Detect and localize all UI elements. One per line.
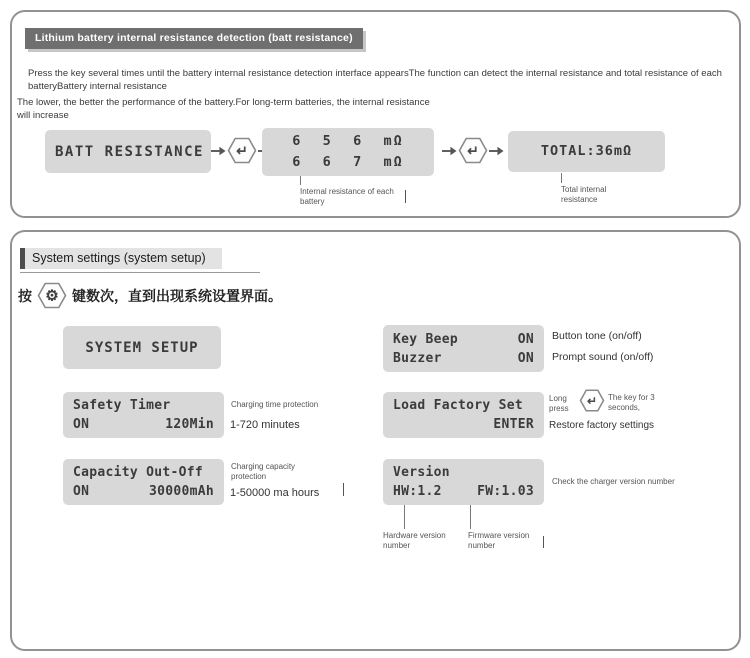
lcd-text: SYSTEM SETUP bbox=[85, 339, 199, 356]
lcd-text: Load Factory Set bbox=[393, 398, 524, 413]
lcd-text: 120Min bbox=[165, 417, 214, 432]
arrow-right-icon bbox=[442, 145, 457, 157]
lcd-safety-timer bbox=[63, 392, 224, 438]
lcd-text: Safety Timer bbox=[73, 398, 171, 413]
instruction-suffix: 键数次，直到出现系统设置界面。 bbox=[72, 287, 282, 304]
enter-symbol: ↵ bbox=[587, 393, 597, 408]
lcd-text: HW:1.2 bbox=[393, 484, 442, 499]
lcd-text: ENTER bbox=[493, 417, 534, 432]
lcd-load-factory bbox=[383, 392, 544, 438]
annotation-charging-time: Charging time protection bbox=[231, 400, 319, 409]
gear-key-icon bbox=[37, 282, 67, 309]
annotation-check-version: Check the charger version number bbox=[552, 477, 675, 486]
lcd-row bbox=[73, 415, 214, 434]
lcd-text: ON bbox=[517, 331, 534, 347]
annotation-timer-range: 1-720 minutes bbox=[230, 419, 300, 431]
callout-tick bbox=[343, 483, 344, 496]
callout-line bbox=[404, 505, 405, 529]
section-title: System settings (system setup) bbox=[25, 248, 222, 269]
lcd-text: FW:1.03 bbox=[477, 484, 534, 499]
lcd-text: ON bbox=[517, 350, 534, 366]
lcd-text: 6 5 6 mΩ bbox=[292, 133, 404, 149]
enter-key-icon bbox=[579, 389, 605, 412]
callout-tick bbox=[543, 536, 544, 548]
lcd-text: Buzzer bbox=[393, 350, 442, 366]
instruction-line bbox=[18, 282, 282, 309]
enter-symbol: ↵ bbox=[467, 142, 479, 159]
enter-key-icon bbox=[227, 137, 257, 164]
lcd-text: ON bbox=[73, 484, 90, 499]
lcd-key-beep bbox=[383, 325, 544, 372]
lcd-resistance-values bbox=[262, 128, 434, 176]
annotation-capacity-range: 1-50000 ma hours bbox=[230, 487, 320, 499]
lcd-text: ON bbox=[73, 417, 90, 432]
lcd-text: Version bbox=[393, 465, 450, 480]
annotation-total-resistance: Total internal resistance bbox=[561, 185, 607, 204]
section-batt-resistance bbox=[10, 10, 741, 218]
lcd-row bbox=[73, 396, 214, 415]
lcd-total-resistance bbox=[508, 131, 665, 172]
callout-line bbox=[300, 176, 301, 185]
press-key-flow-2 bbox=[442, 137, 504, 164]
lcd-row bbox=[73, 463, 214, 482]
enter-key-icon bbox=[458, 137, 488, 164]
arrow-right-icon bbox=[489, 145, 504, 157]
arrow-right-icon bbox=[211, 145, 226, 157]
lcd-row bbox=[73, 482, 214, 501]
callout-line bbox=[561, 173, 562, 183]
instruction-prefix: 按 bbox=[18, 287, 32, 304]
lcd-text: 30000mAh bbox=[148, 484, 214, 499]
lcd-row bbox=[393, 463, 534, 482]
lcd-capacity-cutoff bbox=[63, 459, 224, 505]
lcd-text: TOTAL:36mΩ bbox=[540, 143, 633, 159]
lcd-row bbox=[393, 482, 534, 501]
section-title-badge: Lithium battery internal resistance detection (batt resistance) bbox=[25, 28, 363, 49]
annotation-key-3-seconds: The key for 3 seconds, bbox=[608, 393, 655, 412]
callout-line bbox=[470, 505, 471, 529]
lcd-row bbox=[393, 330, 534, 349]
description-paragraph-1: Press the key several times until the battery internal resistance detection interface appearsThe function can detect the internal resistance and total resistance of each batteryBattery internal resistance bbox=[28, 68, 722, 92]
annotation-firmware-version: Firmware version number bbox=[468, 531, 530, 550]
lcd-row bbox=[393, 415, 534, 434]
lcd-text: Key Beep bbox=[393, 331, 459, 347]
annotation-hardware-version: Hardware version number bbox=[383, 531, 446, 550]
lcd-system-setup bbox=[63, 326, 221, 369]
lcd-text: 6 6 7 mΩ bbox=[292, 154, 404, 170]
lcd-row bbox=[393, 396, 534, 415]
lcd-version bbox=[383, 459, 544, 505]
section-system-settings bbox=[10, 230, 741, 651]
lcd-text: Capacity Out-Off bbox=[73, 465, 204, 480]
gear-icon: ⚙ bbox=[45, 287, 59, 305]
annotation-button-tone: Button tone (on/off) bbox=[552, 330, 642, 342]
annotation-charging-capacity: Charging capacity protection bbox=[231, 462, 296, 481]
description-paragraph-2: The lower, the better the performance of the battery.For long-term batteries, the internal resistance will increase bbox=[17, 97, 430, 121]
section-header bbox=[20, 248, 260, 273]
lcd-batt-resistance bbox=[45, 130, 211, 173]
lcd-row bbox=[393, 349, 534, 368]
annotation-each-battery: Internal resistance of each battery bbox=[300, 187, 394, 206]
lcd-text: BATT RESISTANCE bbox=[55, 143, 204, 160]
callout-tick bbox=[405, 190, 406, 203]
annotation-restore-factory: Restore factory settings bbox=[549, 420, 655, 431]
annotation-long-press: Long press bbox=[549, 394, 569, 413]
annotation-prompt-sound: Prompt sound (on/off) bbox=[552, 351, 654, 363]
enter-symbol: ↵ bbox=[236, 142, 248, 159]
